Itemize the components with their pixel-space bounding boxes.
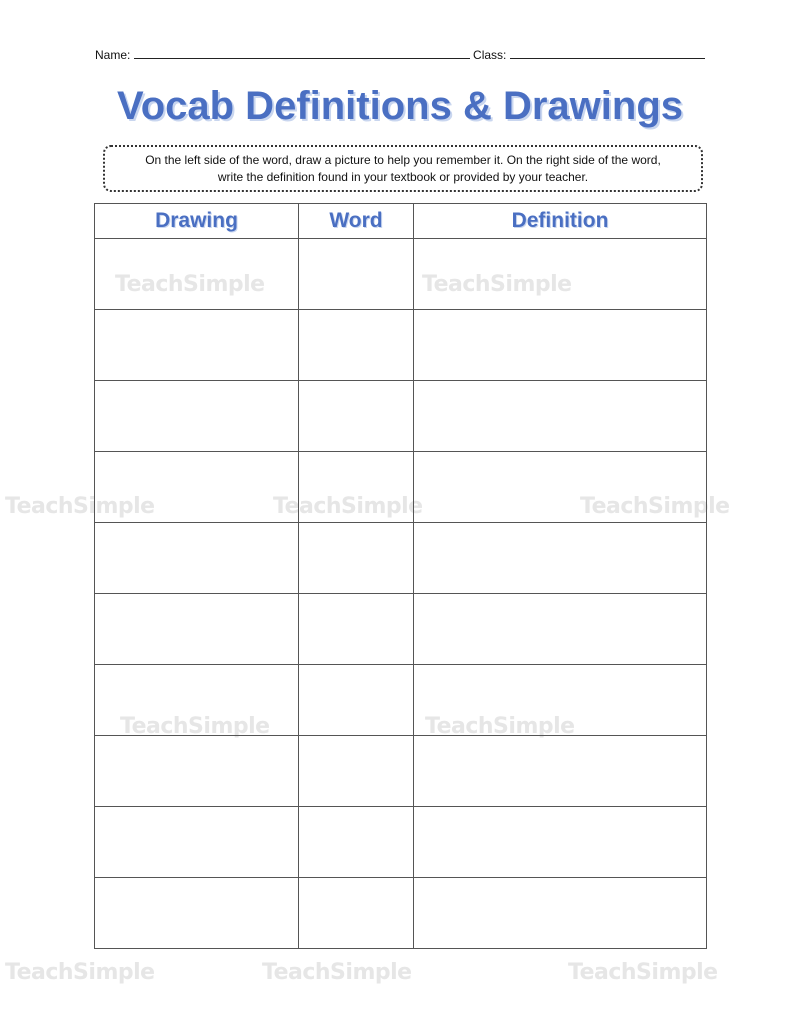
drawing-cell[interactable]	[95, 665, 299, 736]
watermark: TeachSimple	[425, 714, 575, 739]
table-row	[95, 310, 707, 381]
class-label: Class:	[473, 48, 507, 62]
table-row	[95, 665, 707, 736]
definition-cell[interactable]	[414, 310, 707, 381]
drawing-cell[interactable]	[95, 523, 299, 594]
instructions-line-2: write the definition found in your textbook or provided by your teacher.	[217, 170, 589, 184]
word-cell[interactable]	[299, 807, 414, 878]
watermark: TeachSimple	[422, 272, 572, 297]
word-cell[interactable]	[299, 594, 414, 665]
definition-cell[interactable]	[414, 878, 707, 949]
drawing-cell[interactable]	[95, 381, 299, 452]
definition-cell[interactable]	[414, 239, 707, 310]
definition-cell[interactable]	[414, 736, 707, 807]
table-row	[95, 736, 707, 807]
drawing-cell[interactable]	[95, 807, 299, 878]
class-field[interactable]	[510, 47, 705, 59]
definition-cell[interactable]	[414, 594, 707, 665]
definition-cell[interactable]	[414, 523, 707, 594]
drawing-cell[interactable]	[95, 310, 299, 381]
watermark: TeachSimple	[120, 714, 270, 739]
vocab-table	[94, 203, 707, 949]
definition-cell[interactable]	[414, 381, 707, 452]
word-cell[interactable]	[299, 310, 414, 381]
column-header-definition: Definition	[414, 204, 707, 239]
drawing-cell[interactable]	[95, 736, 299, 807]
table-row	[95, 807, 707, 878]
word-cell[interactable]	[299, 736, 414, 807]
watermark: TeachSimple	[568, 960, 718, 985]
table-row	[95, 594, 707, 665]
word-cell[interactable]	[299, 878, 414, 949]
instructions-line-1: On the left side of the word, draw a picture to help you remember it. On the right side of the word,	[145, 153, 661, 167]
drawing-cell[interactable]	[95, 452, 299, 523]
word-cell[interactable]	[299, 665, 414, 736]
watermark: TeachSimple	[5, 494, 155, 519]
student-info-line	[95, 47, 705, 62]
word-cell[interactable]	[299, 381, 414, 452]
definition-cell[interactable]	[414, 665, 707, 736]
instructions-box	[103, 145, 703, 192]
drawing-cell[interactable]	[95, 878, 299, 949]
table-row	[95, 878, 707, 949]
name-label: Name:	[95, 48, 131, 62]
page-title: Vocab Definitions & Drawings	[117, 84, 683, 128]
word-cell[interactable]	[299, 523, 414, 594]
word-cell[interactable]	[299, 239, 414, 310]
watermark: TeachSimple	[580, 494, 730, 519]
column-header-word: Word	[299, 204, 414, 239]
column-header-drawing: Drawing	[95, 204, 299, 239]
name-field[interactable]	[134, 47, 470, 59]
definition-cell[interactable]	[414, 452, 707, 523]
watermark: TeachSimple	[273, 494, 423, 519]
watermark: TeachSimple	[115, 272, 265, 297]
table-row	[95, 381, 707, 452]
definition-cell[interactable]	[414, 807, 707, 878]
table-row	[95, 239, 707, 310]
watermark: TeachSimple	[5, 960, 155, 985]
table-row	[95, 452, 707, 523]
watermark: TeachSimple	[262, 960, 412, 985]
table-row	[95, 523, 707, 594]
word-cell[interactable]	[299, 452, 414, 523]
drawing-cell[interactable]	[95, 239, 299, 310]
drawing-cell[interactable]	[95, 594, 299, 665]
